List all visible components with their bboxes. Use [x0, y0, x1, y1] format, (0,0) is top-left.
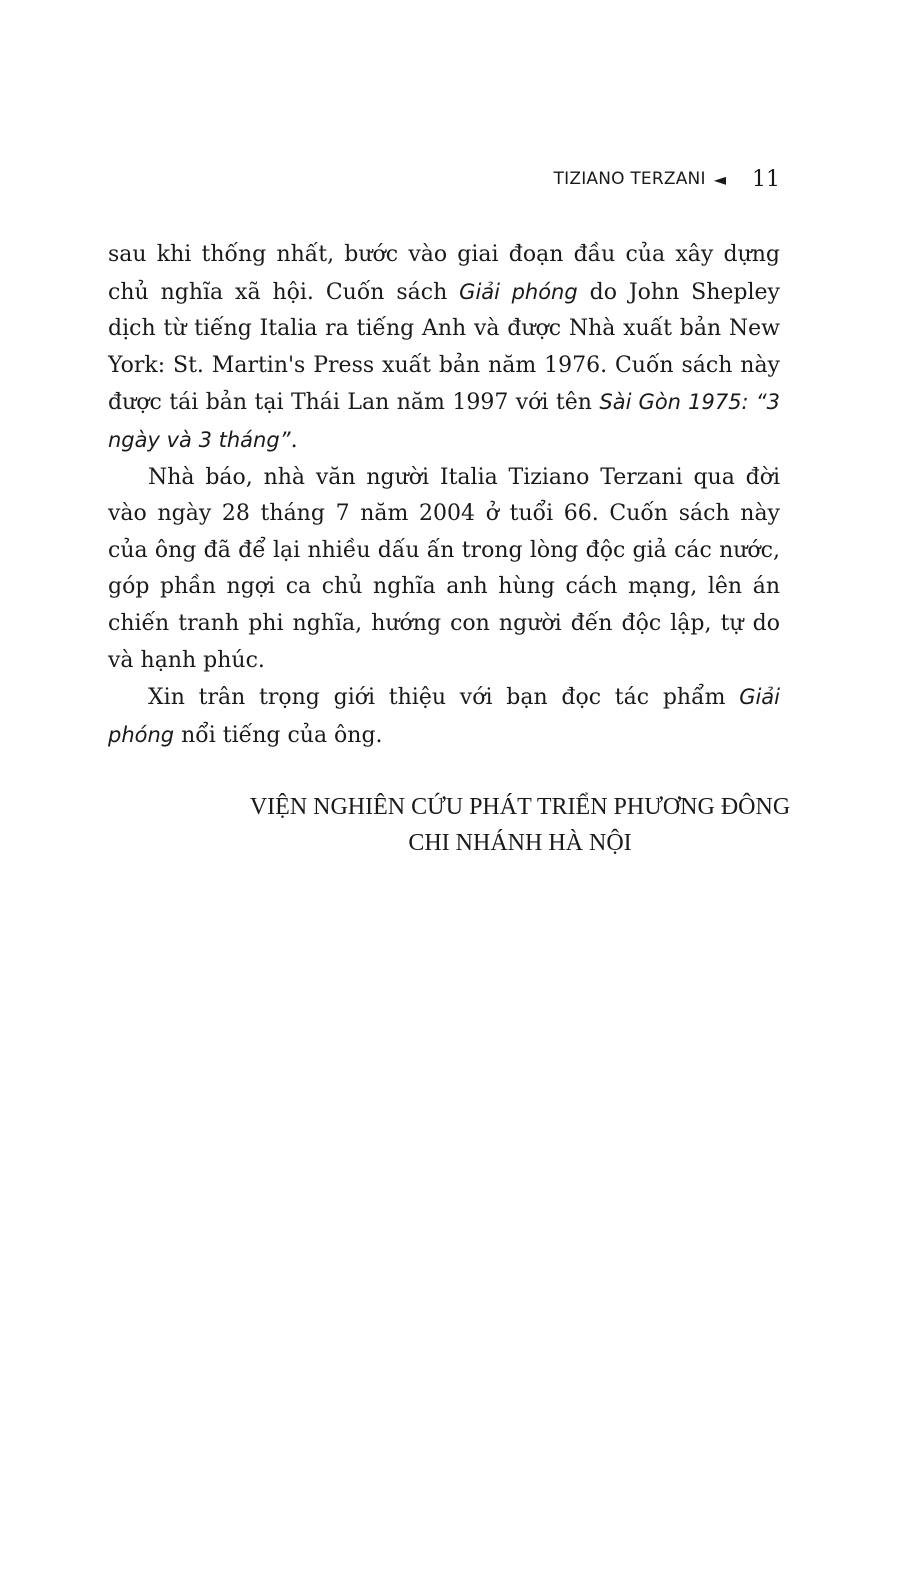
paragraph-1-text-c: . — [290, 427, 298, 453]
signature-institute: VIỆN NGHIÊN CỨU PHÁT TRIỂN PHƯƠNG ĐÔNG — [249, 794, 791, 820]
paragraph-2: Nhà báo, nhà văn người Italia Tiziano Terzani qua đời vào ngày 28 tháng 7 năm 2004 ở tuổi 66. Cuốn sách này của ông đã để lại nhiều dấu ấn trong lòng độc giả các nước, góp phần ngợi ca chủ nghĩa anh hùng cách mạng, lên án chiến tranh phi nghĩa, hướng con người đến độc lập, tự do và hạnh phúc. — [108, 464, 780, 673]
paragraph-3 — [108, 679, 780, 754]
reprint-title-italic: Sài Gòn 1975: “3 ngày và 3 tháng” — [108, 390, 780, 452]
paragraph-1-text-b: do John Shepley dịch từ tiếng Italia ra tiếng Anh và được Nhà xuất bản New York: St. Martin's Press xuất bản năm 1976. Cuốn sách này được tái bản tại Thái Lan năm 1997 với tên — [108, 279, 780, 416]
header-author: TIZIANO TERZANI — [553, 169, 706, 189]
signature-block — [190, 789, 850, 861]
paragraph-3-text-b: nổi tiếng của ông. — [174, 722, 383, 748]
paragraph-1 — [108, 237, 780, 460]
book-title-italic: Giải phóng — [459, 279, 578, 304]
page-number: 11 — [752, 166, 780, 192]
running-header — [108, 163, 780, 195]
paragraph-3-text-a: Xin trân trọng giới thiệu với bạn đọc tác phẩm — [148, 685, 740, 711]
paragraph-1-text-a: sau khi thống nhất, bước vào giai đoạn đầu của xây dựng chủ nghĩa xã hội. Cuốn sách — [108, 242, 780, 305]
body-text — [108, 237, 780, 754]
book-title-italic: Giải phóng — [108, 685, 780, 747]
left-triangle-icon: ◄ — [713, 169, 726, 189]
signature-branch: CHI NHÁNH HÀ NỘI — [408, 830, 632, 856]
